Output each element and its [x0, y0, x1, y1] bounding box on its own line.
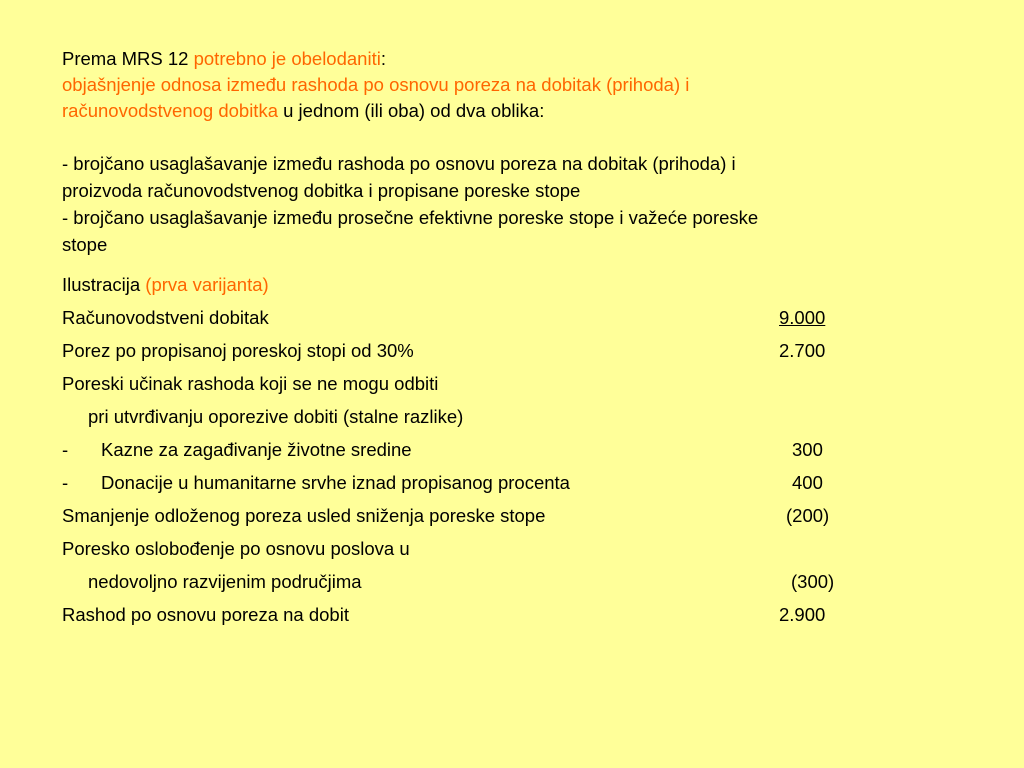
row-label: nedovoljno razvijenim područjima — [88, 571, 362, 592]
intro-required-disclosure: potrebno je obelodaniti — [193, 48, 381, 69]
row-value: 2.700 — [779, 340, 826, 361]
row-label: Donacije u humanitarne srvhe iznad propisanog procenta — [101, 472, 570, 493]
row-label: pri utvrđivanju oporezive dobiti (stalne razlike) — [88, 406, 464, 427]
spacer — [62, 124, 962, 150]
intro-line-3 — [62, 98, 962, 124]
slide-content — [62, 46, 962, 631]
intro-accounting-profit: računovodstvenog dobitka — [62, 100, 278, 121]
row-value: 400 — [792, 472, 823, 493]
table-row — [62, 433, 962, 466]
table-row — [62, 334, 962, 367]
row-label: Smanjenje odloženog poreza usled sniženja poreske stope — [62, 505, 546, 526]
illustration-title — [62, 268, 962, 301]
reconciliation-bullets — [62, 150, 962, 258]
row-dash: - — [62, 472, 69, 493]
row-value: 9.000 — [779, 307, 826, 328]
bullet-1-line-2: proizvoda računovodstvenog dobitka i propisane poreske stope — [62, 180, 581, 201]
row-label: Porez po propisanoj poreskoj stopi od 30% — [62, 340, 414, 361]
table-row — [62, 400, 962, 433]
table-row — [62, 565, 962, 598]
table-row — [62, 367, 962, 400]
table-row — [62, 466, 962, 499]
row-value: (200) — [786, 505, 830, 526]
row-value: 2.900 — [779, 604, 826, 625]
table-row — [62, 532, 962, 565]
table-row — [62, 598, 962, 631]
intro-line-1 — [62, 46, 962, 72]
row-value: (300) — [791, 571, 835, 592]
table-row — [62, 499, 962, 532]
illustration-table — [62, 268, 962, 631]
bullet-2-line-1: - brojčano usaglašavanje između prosečne efektivne poreske stope i važeće poreske — [62, 207, 759, 228]
table-row — [62, 301, 962, 334]
intro-forms-text: u jednom (ili oba) od dva oblika: — [277, 100, 545, 121]
intro-colon: : — [380, 48, 386, 69]
intro-paragraph — [62, 46, 962, 124]
bullet-1-line-1: - brojčano usaglašavanje između rashoda po osnovu poreza na dobitak (prihoda) i — [62, 153, 736, 174]
row-value: 300 — [792, 439, 823, 460]
intro-line-2: objašnjenje odnosa između rashoda po osnovu poreza na dobitak (prihoda) i — [62, 74, 690, 95]
row-label: Poresko oslobođenje po osnovu poslova u — [62, 538, 410, 559]
illustration-variant: (prva varijanta) — [145, 274, 269, 295]
row-label: Računovodstveni dobitak — [62, 307, 269, 328]
illustration-title-text: Ilustracija — [62, 274, 146, 295]
intro-standard-text: Prema MRS 12 — [62, 48, 194, 69]
bullet-2-line-2: stope — [62, 234, 108, 255]
row-label: Rashod po osnovu poreza na dobit — [62, 604, 349, 625]
row-dash: - — [62, 439, 69, 460]
row-label: Poreski učinak rashoda koji se ne mogu odbiti — [62, 373, 439, 394]
row-label: Kazne za zagađivanje životne sredine — [101, 439, 412, 460]
